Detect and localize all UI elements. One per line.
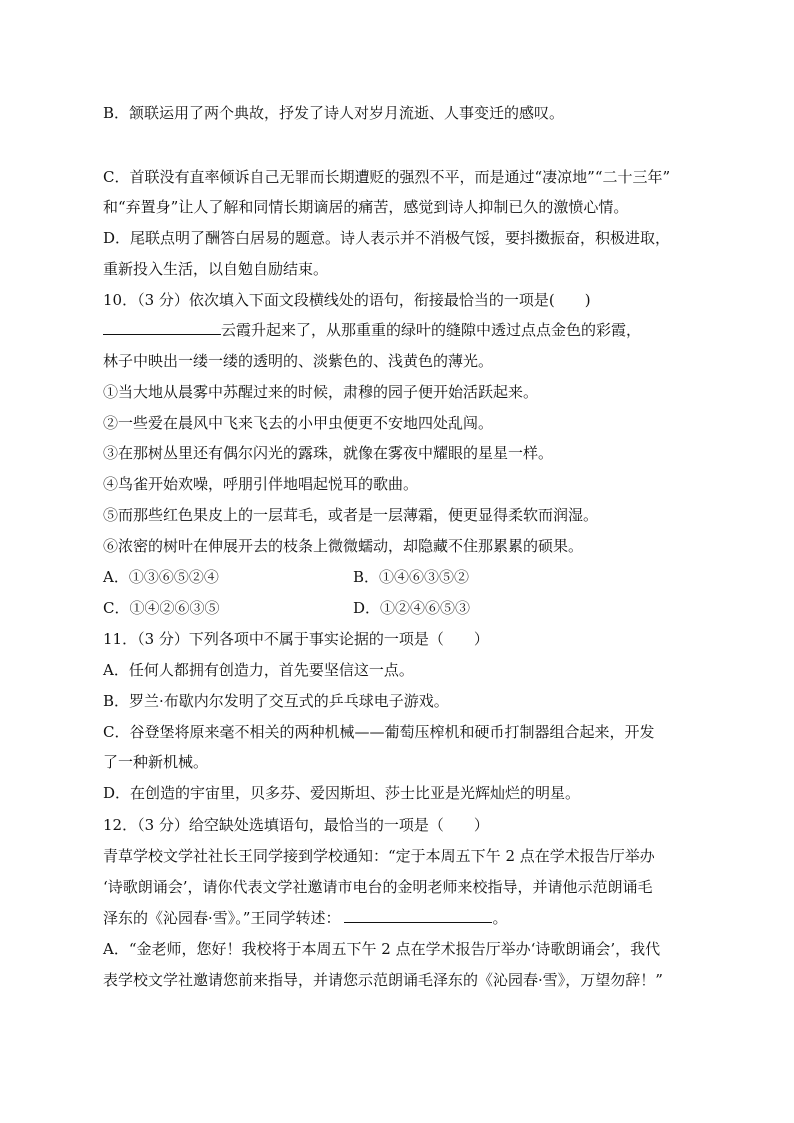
question-11-option-c-line-1: C．谷登堡将原来毫不相关的两种机械——葡萄压榨机和硬币打制器组合起来，开发 <box>103 723 655 741</box>
option-b: B．①④⑥③⑤② <box>353 568 470 586</box>
passage-text: 云霞升起来了，从那重重的绿叶的缝隙中透过点点金色的彩霞， <box>221 321 642 339</box>
option-b-line: B．颔联运用了两个典故，抒发了诗人对岁月流逝、人事变迁的感叹。 <box>103 104 565 122</box>
question-10-passage-line-1 <box>103 320 714 340</box>
question-12-option-a-line-2: 表学校文学社邀请您前来指导，并请您示范朗诵毛泽东的《沁园春·雪》，万望勿辞！” <box>103 971 663 989</box>
sentence-4: ④鸟雀开始欢噪，呼朋引伴地唱起悦耳的歌曲。 <box>103 475 419 493</box>
sentence-5: ⑤而那些红色果皮上的一层茸毛，或者是一层薄霜，便更显得柔软而润湿。 <box>103 506 599 524</box>
relay-prompt: 泽东的《沁园春·雪》。”王同学转述： <box>103 909 341 927</box>
question-11-option-b: B．罗兰·布歇内尔发明了交互式的乒乓球电子游戏。 <box>103 692 449 710</box>
option-d-line-2: 重新投入生活，以自勉自励结束。 <box>103 260 329 278</box>
question-11-stem: 11．（3 分）下列各项中不属于事实论据的一项是（ ） <box>103 630 489 648</box>
option-c-line-1: C．首联没有直率倾诉自己无罪而长期遭贬的强烈不平，而是通过“凄凉地”“二十三年” <box>103 168 671 186</box>
sentence-6: ⑥浓密的树叶在伸展开去的枝条上微微蠕动，却隐藏不住那累累的硕果。 <box>103 537 584 555</box>
option-d: D．①②④⑥⑤③ <box>353 599 471 617</box>
option-d-line-1: D．尾联点明了酬答白居易的题意。诗人表示并不消极气馁，要抖擞振奋，积极进取， <box>103 229 671 247</box>
question-11-option-a: A．任何人都拥有创造力，首先要坚信这一点。 <box>103 661 414 679</box>
question-10-options-row-1 <box>103 567 714 587</box>
question-12-option-a-line-1: A．“金老师，您好！我校将于本周五下午 2 点在学术报告厅举办‘诗歌朗诵会’，我代 <box>103 940 661 958</box>
question-12-stem: 12．（3 分）给空缺处选填语句，最恰当的一项是（ ） <box>103 816 489 834</box>
sentence-3: ③在那树丛里还有偶尔闪光的露珠，就像在雾夜中耀眼的星星一样。 <box>103 444 554 462</box>
sentence-1: ①当大地从晨雾中苏醒过来的时候，肃穆的园子便开始活跃起来。 <box>103 383 539 401</box>
question-12-text-line-1: 青草学校文学社社长王同学接到学校通知：“定于本周五下午 2 点在学术报告厅举办 <box>103 847 655 865</box>
end-period: 。 <box>492 909 508 927</box>
question-12-text-line-3 <box>103 908 714 928</box>
question-12-text-line-2: ‘诗歌朗诵会’，请你代表文学社邀请市电台的金明老师来校指导，并请他示范朗诵毛 <box>103 878 653 896</box>
fill-blank <box>103 320 221 335</box>
question-11-option-d: D．在创造的宇宙里，贝多芬、爱因斯坦、莎士比亚是光辉灿烂的明星。 <box>103 784 581 802</box>
question-10-passage-line-2: 林子中映出一缕一缕的透明的、淡紫色的、浅黄色的薄光。 <box>103 352 494 370</box>
answer-blank <box>344 908 492 923</box>
question-10-options-row-2 <box>103 598 714 618</box>
option-c-line-2: 和“弃置身”让人了解和同情长期谪居的痛苦，感觉到诗人抑制已久的激愤心情。 <box>103 198 629 216</box>
question-10-stem: 10．（3 分）依次填入下面文段横线处的语句，衔接最恰当的一项是( ) <box>103 291 591 309</box>
option-c: C．①④②⑥③⑤ <box>103 599 220 617</box>
option-a: A．①③⑥⑤②④ <box>103 568 219 586</box>
question-11-option-c-line-2: 了一种新机械。 <box>103 753 209 771</box>
sentence-2: ②一些爱在晨风中飞来飞去的小甲虫便更不安地四处乱闯。 <box>103 414 494 432</box>
